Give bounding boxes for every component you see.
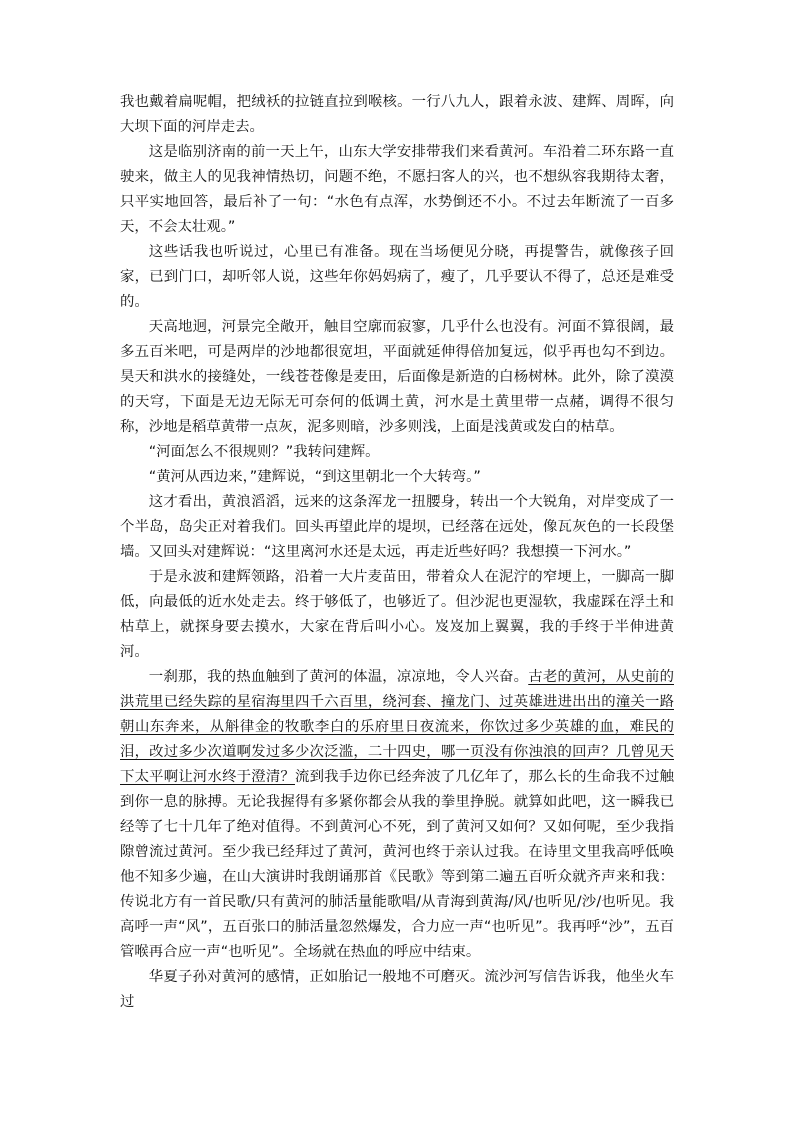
underlined-passage: 古老的黄河，从史前的洪荒里已经失踪的星宿海里四千六百里，绕河套、撞龙门、过英雄进进出出的潼关一路朝山东奔来，从斛律金的牧歌李白的乐府里日夜流来，你饮过多少英雄的血，难民的泪，改过多少次道啊发过多少次泛滥，二十四史，哪一页没有你浊浪的回声？几曾见天下太平啊让河水终于澄清？: [120, 669, 674, 785]
paragraph-8: [120, 565, 674, 665]
document-page: [120, 90, 674, 1015]
paragraph-text: 一刹那，我的热血触到了黄河的体温，凉凉地，令人兴奋。: [148, 669, 529, 685]
paragraph-text: 这才看出，黄浪滔滔，远来的这条浑龙一扭腰身，转出一个大锐角，对岸变成了一个半岛，岛尖正对着我们。回头再望此岸的堤坝，已经落在远处，像瓦灰色的一长段堡墙。又回头对建辉说：“这里离河水还是太远，再走近些好吗？我想摸一下河水。”: [120, 494, 674, 560]
paragraph-4: [120, 315, 674, 440]
paragraph-text: 天高地迥，河景完全敞开，触目空廓而寂寥，几乎什么也没有。河面不算很阔，最多五百米吧，可是两岸的沙地都很宽坦，平面就延伸得倍加复远，似乎再也勾不到边。昊天和洪水的接缝处，一线苍苍像是麦田，后面像是新造的白杨树林。此外，除了漠漠的天穹，下面是无边无际无可奈何的低调土黄，河水是土黄里带一点赭，调得不很匀称，沙地是稻草黄带一点灰，泥多则暗，沙多则浅，上面是浅黄或发白的枯草。: [120, 319, 674, 435]
paragraph-text: 这些话我也听说过，心里已有准备。现在当场便见分晓，再提警告，就像孩子回家，已到门口，却听邻人说，这些年你妈妈病了，瘦了，几乎要认不得了，总还是难受的。: [120, 244, 674, 310]
dialogue-text: “黄河从西边来，”建辉说，“到这里朝北一个大转弯。”: [148, 469, 481, 485]
paragraph-10: [120, 965, 674, 1015]
paragraph-text: 流到我手边你已经奔波了几亿年了，那么长的生命我不过触到你一息的脉搏。无论我握得有多紧你都会从我的拳里挣脱。就算如此吧，这一瞬我已经等了七十几年了绝对值得。不到黄河心不死，到了黄河又如何？又如何呢，至少我指隙曾流过黄河。至少我已经拜过了黄河，黄河也终于亲认过我。在诗里文里我高呼低唤他不知多少遍，在山大演讲时我朗诵那首《民歌》等到第二遍五百听众就齐声来和我：传说北方有一首民歌/只有黄河的肺活量能歌唱/从青海到黄海/风/也听见/沙/也听见。我高呼一声“风”，五百张口的肺活量忽然爆发，合力应一声“也听见”。我再呼“沙”，五百管喉再合应一声“也听见”。全场就在热血的呼应中结束。: [120, 769, 674, 960]
paragraph-1: [120, 90, 674, 140]
paragraph-text: 于是永波和建辉领路，沿着一大片麦苗田，带着众人在泥泞的窄埂上，一脚高一脚低，向最低的近水处走去。终于够低了，也够近了。但沙泥也更湿软，我虚踩在浮土和枯草上，就探身要去摸水，大家在背后叫小心。岌岌加上翼翼，我的手终于半伸进黄河。: [120, 569, 674, 660]
dialogue-text: “河面怎么不很规则？”我转问建辉。: [148, 444, 380, 460]
paragraph-9: [120, 665, 674, 965]
paragraph-2: [120, 140, 674, 240]
paragraph-5: [120, 440, 674, 465]
paragraph-3: [120, 240, 674, 315]
paragraph-6: [120, 465, 674, 490]
paragraph-text: 我也戴着扁呢帽，把绒袄的拉链直拉到喉核。一行八九人，跟着永波、建辉、周晖，向大坝下面的河岸走去。: [120, 94, 674, 135]
paragraph-text: 华夏子孙对黄河的感情，正如胎记一般地不可磨灭。流沙河写信告诉我，他坐火车过: [120, 969, 674, 1010]
paragraph-text: 这是临别济南的前一天上午，山东大学安排带我们来看黄河。车沿着二环东路一直驶来，做主人的见我神情热切，问题不绝，不愿扫客人的兴，也不想纵容我期待太奢，只平实地回答，最后补了一句：“水色有点浑，水势倒还不小。不过去年断流了一百多天，不会太壮观。”: [120, 144, 674, 235]
paragraph-7: [120, 490, 674, 565]
